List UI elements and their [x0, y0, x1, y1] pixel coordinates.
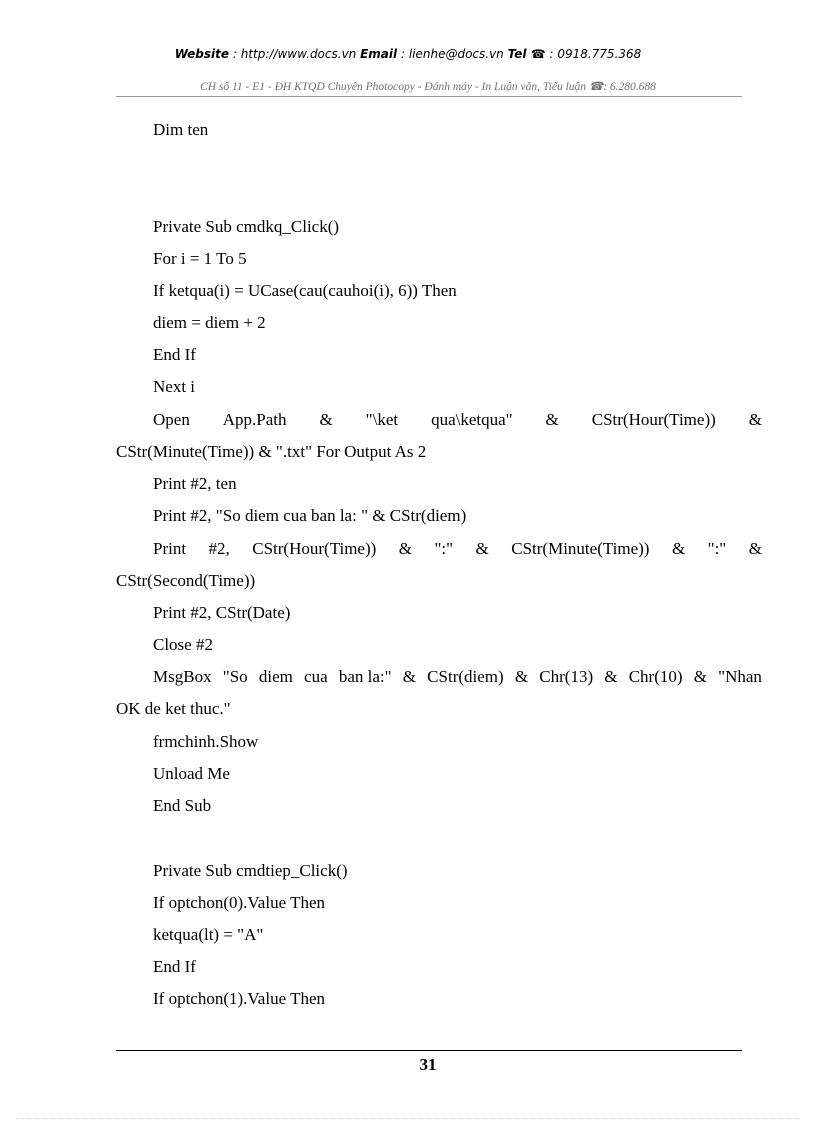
code-line-12 [153, 539, 762, 559]
code-line-19: Unload Me [153, 764, 230, 783]
code-line-22: If optchon(0).Value Then [153, 893, 325, 912]
code-word: CStr(Minute(Time)) [511, 539, 650, 558]
code-word: & [402, 667, 416, 686]
website-url: http://www.docs.vn [240, 47, 357, 61]
phone-icon: ☎ [526, 47, 546, 61]
email-value: lienhe@docs.vn [408, 47, 504, 61]
email-separator: : [397, 47, 409, 61]
code-word: "Nhan [718, 667, 762, 686]
code-word: ban la:" [338, 667, 392, 686]
code-word: Print [153, 539, 187, 558]
code-word: diem [258, 667, 293, 686]
code-word: ":" [707, 539, 727, 558]
code-word: & [604, 667, 618, 686]
tel-value: : 0918.775.368 [545, 47, 642, 61]
code-line-5: diem = diem + 2 [153, 313, 266, 332]
header-divider [116, 96, 742, 97]
code-word: "So [222, 667, 248, 686]
code-line-7: Next i [153, 377, 196, 396]
code-word: Open [153, 410, 190, 429]
tel-label: Tel [507, 47, 527, 61]
code-line-9: CStr(Minute(Time)) & ".txt" For Output As 2 [116, 442, 427, 461]
code-word: CStr(Hour(Time)) [591, 410, 716, 429]
code-word: App.Path [222, 410, 287, 429]
code-word: MsgBox [153, 667, 212, 686]
code-line-23: ketqua(lt) = "A" [153, 925, 264, 944]
code-word: & [319, 410, 333, 429]
code-line-1: Dim ten [153, 120, 209, 139]
code-word: & [748, 410, 762, 429]
code-word: & [398, 539, 412, 558]
code-word: ":" [434, 539, 454, 558]
code-line-14: Print #2, CStr(Date) [153, 603, 291, 622]
code-line-6: End If [153, 345, 196, 364]
header-subline: CH số 11 - E1 - ĐH KTQD Chuyên Photocopy - Đánh máy - In Luận văn, Tiểu luận ☎: 6.280.688 [200, 81, 656, 93]
page-border-dotted [16, 1118, 800, 1119]
code-word: "\ket [365, 410, 399, 429]
code-word: cua [304, 667, 328, 686]
code-line-21: Private Sub cmdtiep_Click() [153, 861, 348, 880]
code-line-24: End If [153, 957, 196, 976]
code-line-3: For i = 1 To 5 [153, 249, 247, 268]
code-word: & [693, 667, 707, 686]
footer-divider [116, 1050, 742, 1051]
code-line-20: End Sub [153, 796, 212, 815]
code-line-10: Print #2, ten [153, 474, 237, 493]
code-word: & [475, 539, 489, 558]
code-word: & [671, 539, 686, 558]
code-line-17: OK de ket thuc." [116, 699, 231, 718]
code-word: & [545, 410, 559, 429]
code-line-4: If ketqua(i) = UCase(cau(cauhoi(i), 6)) Then [153, 281, 457, 300]
code-word: CStr(Hour(Time)) [252, 539, 377, 558]
code-word: CStr(diem) [427, 667, 504, 686]
code-line-13: CStr(Second(Time)) [116, 571, 256, 590]
code-line-11: Print #2, "So diem cua ban la: " & CStr(diem) [153, 506, 467, 525]
header-contact-line [0, 47, 816, 61]
code-word: & [514, 667, 529, 686]
website-separator: : [229, 47, 241, 61]
code-line-2: Private Sub cmdkq_Click() [153, 217, 340, 236]
email-label: Email [360, 47, 398, 61]
code-word: qua\ketqua" [431, 410, 513, 429]
page-number: 31 [419, 1055, 437, 1074]
code-line-25: If optchon(1).Value Then [153, 989, 325, 1008]
code-line-8 [153, 410, 762, 430]
code-line-18: frmchinh.Show [153, 732, 259, 751]
code-word: Chr(10) [628, 667, 683, 686]
code-line-15: Close #2 [153, 635, 213, 654]
code-word: Chr(13) [539, 667, 594, 686]
code-word: #2, [208, 539, 230, 558]
code-word: & [748, 539, 762, 558]
code-line-16 [153, 667, 762, 687]
website-label: Website [174, 47, 230, 61]
